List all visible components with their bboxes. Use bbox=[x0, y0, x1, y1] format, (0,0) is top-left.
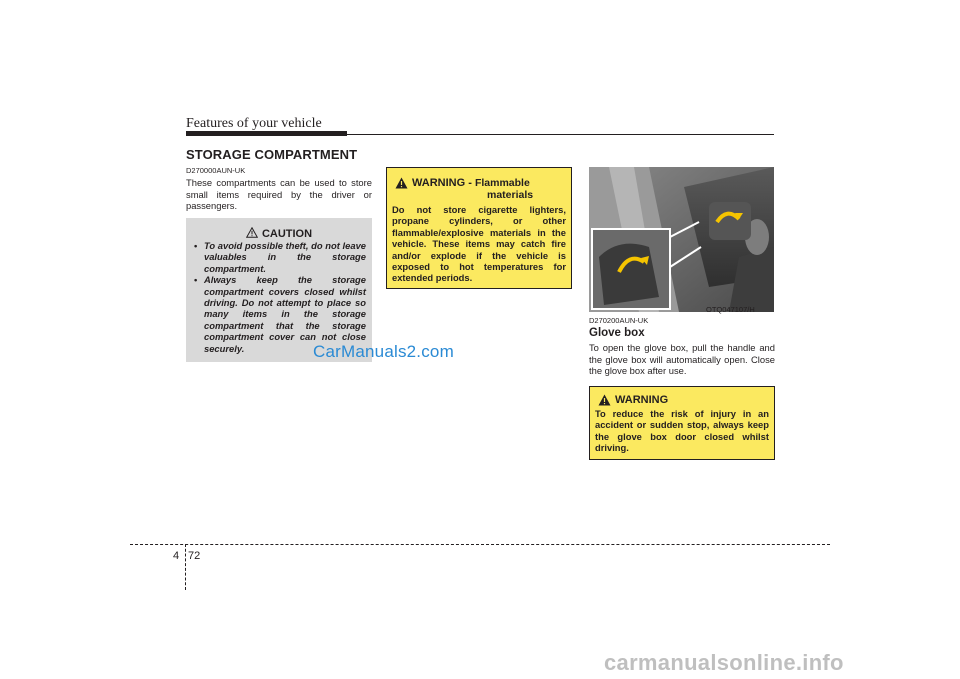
caution-title: CAUTION bbox=[261, 228, 313, 240]
caution-item: • To avoid possible theft, do not leave valuables in the storage compartment. bbox=[194, 240, 366, 274]
carmanuals-watermark[interactable]: CarManuals2.com bbox=[313, 342, 454, 361]
glove-box-illustration bbox=[589, 167, 774, 312]
footer-divider bbox=[185, 544, 186, 590]
section-title: STORAGE COMPARTMENT bbox=[186, 147, 358, 162]
glove-box-text: To open the glove box, pull the handle and the glove box will automatically open. Close the glove box after use. bbox=[589, 342, 775, 376]
flammable-warning-title bbox=[412, 177, 530, 189]
glove-box-title: Glove box bbox=[589, 327, 645, 339]
section-intro: These compartments can be used to store small items required by the driver or passengers. bbox=[186, 177, 372, 211]
warning-triangle-icon bbox=[395, 176, 408, 194]
glove-box-warning-text: To reduce the risk of injury in an accident or sudden stop, always keep the glove box door closed whilst driving. bbox=[595, 408, 769, 454]
page-number: 72 bbox=[188, 550, 201, 562]
header-bar bbox=[186, 131, 347, 136]
flammable-warning-box bbox=[386, 167, 572, 289]
page-header-title: Features of your vehicle bbox=[186, 116, 322, 131]
caution-box bbox=[186, 218, 372, 362]
site-watermark: carmanualsonline.info bbox=[604, 650, 844, 675]
flammable-warning-subtitle-2: materials bbox=[487, 189, 534, 201]
footer-rule bbox=[130, 544, 830, 545]
section-code: D270000AUN-UK bbox=[186, 166, 246, 175]
glove-box-code: D270200AUN-UK bbox=[589, 316, 649, 325]
caution-list bbox=[194, 240, 366, 354]
glove-box-warning-box bbox=[589, 386, 775, 460]
flammable-warning-text: Do not store cigarette lighters, propane cylinders, or other flammable/explosive materials in the vehicle. These items may catch fire and/or explode if the vehicle is exposed to hot temperatures for extended periods. bbox=[392, 204, 566, 284]
flammable-warning-subtitle: Flammable bbox=[474, 177, 530, 189]
chapter-number: 4 bbox=[173, 550, 180, 562]
caution-item: • Always keep the storage compartment covers closed whilst driving. Do not attempt to place so many items in the storage compartment that the storage compartment cover can not close securely. bbox=[194, 274, 366, 354]
caution-heading bbox=[186, 227, 372, 241]
warning-triangle-icon bbox=[246, 227, 258, 241]
flammable-warning-label: WARNING - bbox=[412, 177, 472, 189]
glove-box-photo bbox=[589, 167, 774, 312]
glove-box-warning-title: WARNING bbox=[615, 394, 669, 406]
figure-code: OTQ047107/H bbox=[706, 305, 755, 314]
